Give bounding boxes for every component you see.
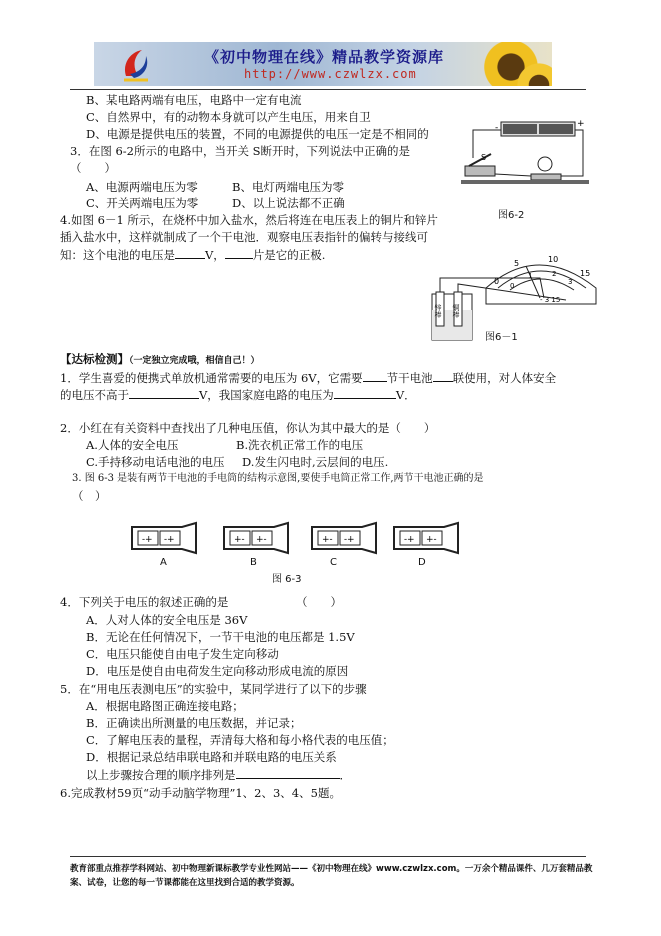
- flashlight-a: [132, 523, 196, 553]
- question-4-line3: 知：这个电池的电压是 V， 片是它的正极.: [60, 248, 326, 262]
- answer-blank[interactable]: [363, 370, 387, 382]
- zinc-label: 锌棒: [434, 304, 442, 318]
- option-b: B.洗衣机正常工作的电压: [236, 438, 364, 452]
- figure-6-1-caption: 图6－1: [485, 332, 518, 343]
- detect-q2: 2．小红在有关资料中查找出了几种电压值，你认为其中最大的是（ ）: [60, 421, 436, 435]
- detect-q5: 5．在“用电压表测电压”的实验中，某同学进行了以下的步骤: [60, 682, 367, 696]
- meter-tick-label: 15: [580, 269, 591, 278]
- svg-text:+-: +-: [426, 535, 437, 545]
- meter-inner-label: 0: [510, 282, 515, 290]
- svg-text:+: +: [577, 119, 585, 129]
- option-a: A、电源两端电压为零: [86, 180, 198, 194]
- step-d: D．根据记录总结串联电路和并联电路的电压关系: [86, 750, 337, 764]
- flashlight-b: [224, 523, 288, 553]
- meter-tick-label: 5: [514, 259, 520, 268]
- option-d: D．电压是使自由电荷发生定向移动形成电流的原因: [86, 664, 349, 678]
- detect-q3: 3. 图 6-3 是装有两节干电池的手电筒的结构示意图,要使手电筒正常工作,两节干电池正确的是: [72, 473, 484, 484]
- option-d: D.发生闪电时,云层间的电压.: [242, 455, 389, 469]
- question-paren: （ ）: [296, 595, 342, 609]
- section-title: 【达标检测】（一定独立完成哦，相信自己！）: [60, 352, 260, 366]
- banner-url: http://www.czwlzx.com: [244, 67, 417, 81]
- battery-option-label: C: [330, 557, 337, 568]
- answer-blank[interactable]: [225, 247, 253, 259]
- svg-text:-+: -+: [404, 535, 415, 545]
- detect-q4: 4．下列关于电压的叙述正确的是: [60, 595, 229, 609]
- option-line: D、电源是提供电压的装置，不同的电源提供的电压一定是不相同的: [86, 127, 429, 141]
- flashlight-d: [394, 523, 458, 553]
- question-4-line1: 4.如图 6－1 所示，在烧杯中加入盐水，然后将连在电压表上的铜片和锌片: [60, 213, 438, 227]
- svg-text:-: -: [495, 123, 499, 133]
- svg-text:-+: -+: [142, 535, 153, 545]
- option-a: A.人体的安全电压: [86, 438, 179, 452]
- option-a: A．人对人体的安全电压是 36V: [86, 613, 248, 627]
- detect-q6: 6.完成教材59页“动手动脑学物理”1、2、3、4、5题。: [60, 786, 341, 800]
- option-c: C．电压只能使自由电子发生定向移动: [86, 647, 279, 661]
- question-3: 3．在图 6-2所示的电路中，当开关 S断开时，下列说法中正确的是: [70, 144, 411, 158]
- question-paren: （ ）: [70, 161, 116, 175]
- meter-inner-label: 3: [568, 278, 573, 286]
- option-d: D、以上说法都不正确: [232, 196, 345, 210]
- step-a: A．根据电路图正确连接电路；: [86, 699, 244, 713]
- option-b: B．无论在任何情况下，一节干电池的电压都是 1.5V: [86, 630, 355, 644]
- banner-title: 《初中物理在线》精品教学资源库: [204, 48, 445, 66]
- meter-tick-label: 0: [494, 277, 500, 286]
- battery-option-label: B: [250, 557, 257, 568]
- detect-q1-line2: 的电压不高于 V，我国家庭电路的电压为 V．: [60, 388, 416, 402]
- option-c: C.手持移动电话电池的电压: [86, 455, 225, 469]
- figure-6-2-caption: 图6-2: [498, 210, 525, 221]
- option-c: C、开关两端电压为零: [86, 196, 199, 210]
- detect-q1-line1: 1．学生喜爱的便携式单放机通常需要的电压为 6V，它需要 节干电池 联使用，对人体安全: [60, 371, 557, 385]
- header-banner: [94, 42, 552, 86]
- question-paren: （ ）: [72, 489, 107, 503]
- step-b: B．正确读出所测量的电压数据，并记录；: [86, 716, 302, 730]
- battery-option-label: A: [160, 557, 167, 568]
- step-order: 以上步骤按合理的顺序排列是 ．: [86, 768, 351, 782]
- answer-blank[interactable]: [236, 767, 340, 779]
- flashlight-c: [312, 523, 376, 553]
- answer-blank[interactable]: [334, 387, 396, 399]
- option-line: B、某电路两端有电压，电路中一定有电流: [86, 93, 302, 107]
- copper-label: 铜棒: [452, 304, 460, 318]
- meter-inner-label: 2: [552, 270, 557, 278]
- footer-text: 教育部重点推荐学科网站、初中物理新课标教学专业性网站——《初中物理在线》www.czwlzx.com。一万余个精品课件、几万套精品教案、试卷，让您的每一节课都能在这里找到合适的教学资源。: [70, 864, 593, 888]
- meter-tick-label: 10: [548, 255, 559, 264]
- step-c: C．了解电压表的量程，弄清每大格和每小格代表的电压值；: [86, 733, 394, 747]
- option-line: C、自然界中，有的动物本身就可以产生电压，用来自卫: [86, 110, 371, 124]
- meter-terminals-label: - 3 15: [540, 296, 561, 304]
- circuit-figure-6-2: [455, 116, 595, 196]
- answer-blank[interactable]: [433, 370, 453, 382]
- answer-blank[interactable]: [175, 247, 205, 259]
- svg-text:+-: +-: [322, 535, 333, 545]
- svg-text:-+: -+: [164, 535, 175, 545]
- question-4-line2: 插入盐水中，这样就制成了一个干电池．观察电压表指针的偏转与接线可: [60, 230, 428, 244]
- meter-inner-label: 1: [528, 272, 533, 280]
- svg-text:S: S: [481, 153, 487, 162]
- answer-blank[interactable]: [129, 387, 199, 399]
- option-b: B、电灯两端电压为零: [232, 180, 344, 194]
- svg-text:-+: -+: [344, 535, 355, 545]
- figure-6-3-caption: 图 6-3: [272, 574, 302, 585]
- svg-text:+-: +-: [234, 535, 245, 545]
- svg-text:+-: +-: [256, 535, 267, 545]
- footer-rule: [70, 856, 586, 857]
- header-rule: [70, 89, 586, 90]
- battery-option-label: D: [418, 557, 426, 568]
- flashlight-options-figure-6-3: [130, 521, 475, 555]
- site-logo-icon: [120, 46, 152, 82]
